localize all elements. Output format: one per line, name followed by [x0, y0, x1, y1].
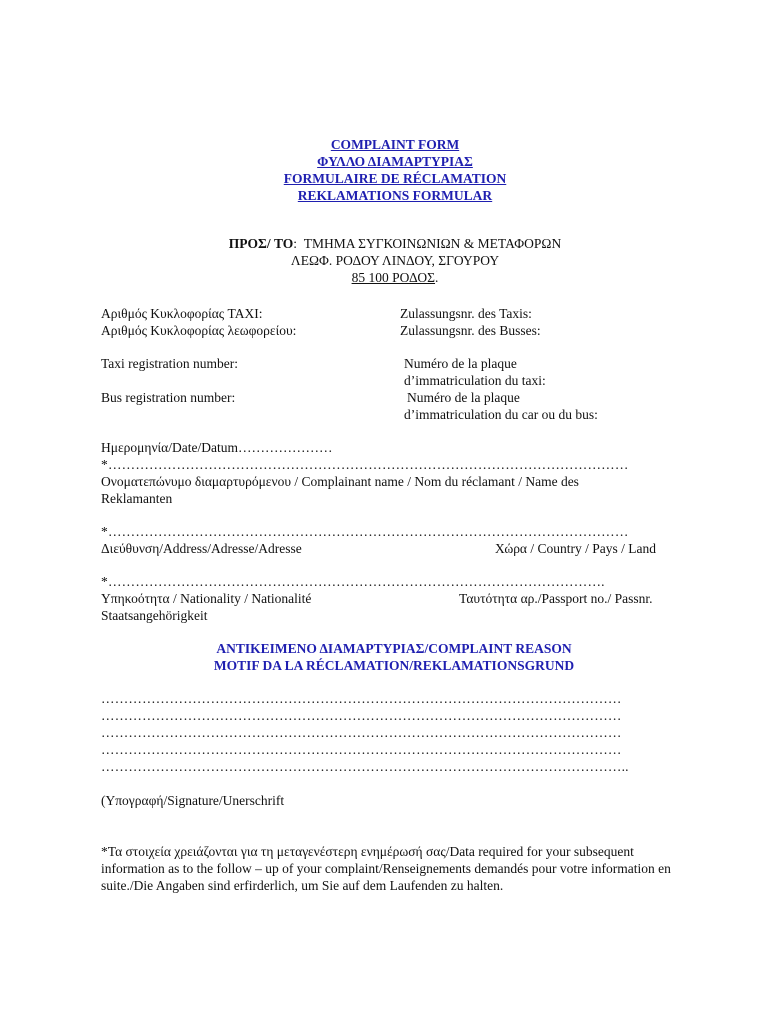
title-english: COMPLAINT FORM	[330, 137, 460, 152]
label-de-bus-registration: Zulassungsnr. des Busses:	[400, 323, 541, 338]
label-en-bus-registration: Bus registration number:	[101, 390, 236, 405]
footnote: *Τα στοιχεία χρειάζονται για τη μεταγενέστερη ενημέρωσή σας/Data required for your subsequent information as to the follow – up of your complaint/Renseignements demandés pour votre information en suite./Die Angaben sind erfirderlich, um Sie auf dem Laufenden zu halten.	[101, 844, 671, 893]
recipient-street: ΛΕΩΦ. ΡΟΔΟΥ ΛΙΝΔΟΥ, ΣΓΟΥΡΟΥ	[290, 253, 500, 268]
recipient-department: ΤΜΗΜΑ ΣΥΓΚΟΙΝΩΝΙΩΝ & ΜΕΤΑΦΟΡΩΝ	[303, 236, 562, 251]
complaint-reason-heading-1: ΑΝΤΙΚΕΙΜΕΝΟ ΔΙΑΜΑΡΤΥΡΙΑΣ/COMPLAINT REASON	[216, 641, 572, 656]
label-gr-taxi-registration: Αριθμός Κυκλοφορίας TAXI:	[101, 306, 263, 321]
recipient-city: 85 100 ΡΟΔΟΣ	[351, 270, 436, 285]
complaint-reason-line[interactable]: ……………………………………………………………………………………………………	[101, 725, 622, 740]
label-fr-bus-registration-1: Numéro de la plaque	[407, 390, 520, 405]
complaint-reason-line[interactable]: ……………………………………………………………………………………………………	[101, 742, 622, 757]
label-en-taxi-registration: Taxi registration number:	[101, 356, 239, 371]
complainant-name-field[interactable]: *……………………………………………………………………………………………………	[101, 457, 629, 472]
nationality-label-2: Staatsangehörigkeit	[101, 608, 208, 623]
recipient-city-dot: .	[435, 270, 439, 285]
complainant-name-label-2: Reklamanten	[101, 491, 173, 506]
date-dots: …………………	[237, 440, 333, 455]
date-label: Ημερομηνία/Date/Datum	[101, 440, 238, 455]
passport-label: Ταυτότητα αρ./Passport no./ Passnr.	[459, 591, 653, 606]
address-field[interactable]: *……………………………………………………………………………………………………	[101, 524, 629, 539]
recipient-line	[0, 236, 770, 252]
label-de-taxi-registration: Zulassungsnr. des Taxis:	[400, 306, 532, 321]
recipient-colon: :	[293, 236, 298, 251]
label-fr-taxi-registration-2: d’immatriculation du taxi:	[404, 373, 546, 388]
complainant-name-label-1: Ονοματεπώνυμο διαμαρτυρόμενου / Complainant name / Nom du réclamant / Name des	[101, 474, 579, 489]
title-greek: ΦΥΛΛΟ ΔΙΑΜΑΡΤΥΡΙΑΣ	[317, 154, 473, 169]
complaint-reason-line[interactable]: ……………………………………………………………………………………………………	[101, 691, 622, 706]
country-label: Χώρα / Country / Pays / Land	[495, 541, 657, 556]
title-french: FORMULAIRE DE RÉCLAMATION	[283, 171, 507, 186]
complaint-reason-line[interactable]: ……………………………………………………………………………………………………..	[101, 759, 629, 774]
address-label: Διεύθυνση/Address/Adresse/Adresse	[101, 541, 302, 556]
nationality-label-1: Υπηκοότητα / Nationality / Nationalité	[101, 591, 312, 606]
recipient-label: ΠΡΟΣ/ TO	[228, 236, 294, 251]
nationality-field[interactable]: *……………………………………………………………………………………………….	[101, 574, 605, 589]
signature-label: (Υπογραφή/Signature/Unerschrift	[101, 793, 285, 808]
complaint-reason-heading-2: MOTIF DA LA RÉCLAMATION/REKLAMATIONSGRUND	[213, 658, 575, 673]
complaint-reason-line[interactable]: ……………………………………………………………………………………………………	[101, 708, 622, 723]
title-german: REKLAMATIONS FORMULAR	[297, 188, 493, 203]
label-gr-bus-registration: Αριθμός Κυκλοφορίας λεωφορείου:	[101, 323, 297, 338]
label-fr-bus-registration-2: d’immatriculation du car ou du bus:	[404, 407, 598, 422]
recipient-city-line	[0, 270, 770, 286]
label-fr-taxi-registration-1: Numéro de la plaque	[404, 356, 517, 371]
date-field[interactable]	[101, 440, 332, 456]
